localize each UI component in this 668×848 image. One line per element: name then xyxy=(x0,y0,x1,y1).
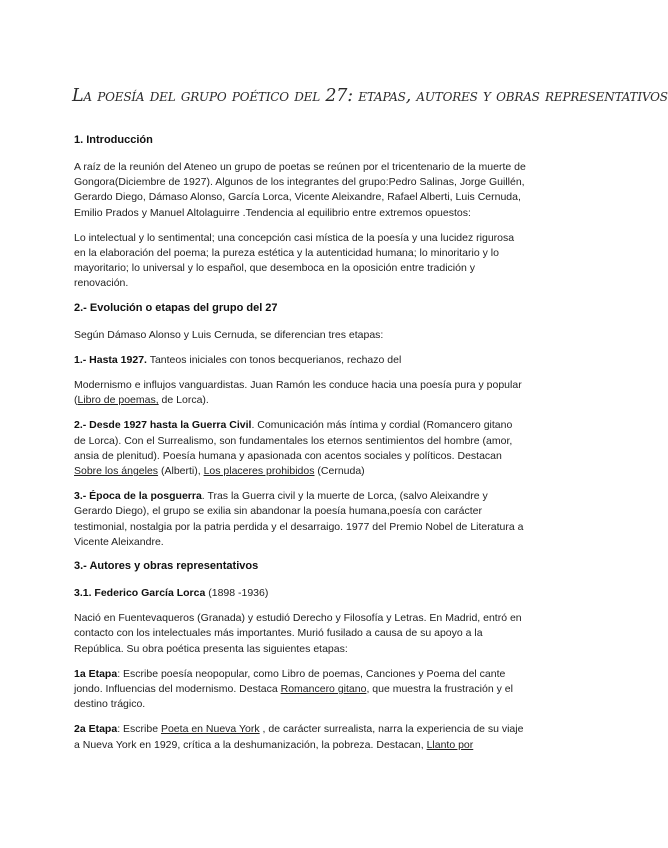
etapa-1-work: Libro de poemas, xyxy=(77,394,159,407)
etapa-2-paragraph xyxy=(74,418,526,479)
lorca-etapa-2-work: Poeta en Nueva York xyxy=(160,723,260,736)
etapa-1-continuation xyxy=(74,378,526,408)
lorca-etapa-2-work-2: Llanto por xyxy=(426,738,474,751)
etapa-3-text: . Tras la Guerra civil y la muerte de Lorca, (salvo Aleixandre y Gerardo Diego), el grupo se exilia sin abandonar la poesía humana,poesía con carácter testimonial, nostalgia por la patria perdida y el desarraigo. 1977 del Premio Nobel de Literatura a Vicente Aleixandre. xyxy=(74,490,524,548)
lorca-etapa-2 xyxy=(74,722,526,752)
etapa-3-paragraph xyxy=(74,489,526,550)
lorca-bio: Nació en Fuentevaqueros (Granada) y estudió Derecho y Filosofía y Letras. En Madrid, entró en contacto con los intelectuales más importantes. Murió fusilado a causa de su apoyo a la República. Su obra poética presenta las siguientes etapas: xyxy=(74,612,522,655)
etapa-2-end: (Cernuda) xyxy=(314,465,365,478)
etapa-1-line xyxy=(74,353,526,368)
etapa-1-cont-b: de Lorca). xyxy=(158,394,209,407)
lorca-etapa-1-text: : Escribe poesía neopopular, como Libro de poemas, Canciones y Poema del cante jondo. Influencias del modernismo. Destaca xyxy=(74,667,506,696)
etapa-3-label: 3.- Época de la posguerra xyxy=(74,490,202,503)
etapa-2-work-1: Sobre los ángeles xyxy=(74,465,159,478)
document-title: La poesía del grupo poético del 27: etapas, autores y obras representativos xyxy=(72,86,668,106)
lorca-etapa-1-end: , que muestra la frustración y el destino trágico. xyxy=(74,683,513,711)
etapa-1-cont-a: Modernismo e influjos vanguardistas. Juan Ramón les conduce hacia una poesía pura y popular ( xyxy=(74,379,522,407)
lorca-etapa-1-work: Romancero gitano xyxy=(280,683,367,696)
lorca-etapa-2-text: : Escribe xyxy=(117,723,161,736)
lorca-etapa-1-label: 1a Etapa xyxy=(74,667,118,680)
etapa-2-work-2: Los placeres prohibidos xyxy=(203,465,315,478)
intro-paragraph-2: Lo intelectual y lo sentimental; una concepción casi mística de la poesía y una lucidez rigurosa en la elaboración del poema; la pureza estética y la autenticidad humana; lo minoritario y lo mayoritario; lo universal y lo español, que desemboca en la oposición entre tradición y renovación. xyxy=(74,231,515,290)
section-heading-etapas: 2.- Evolución o etapas del grupo del 27 xyxy=(74,301,278,314)
lorca-etapa-2-mid: , de carácter surrealista, narra la experiencia de su viaje a Nueva York en 1929, crítica a la deshumanización, la pobreza. Destacan, xyxy=(74,723,524,751)
etapa-2-label: 2.- Desde 1927 hasta la Guerra Civil xyxy=(74,419,252,432)
etapas-intro: Según Dámaso Alonso y Luis Cernuda, se diferencian tres etapas: xyxy=(74,328,384,341)
etapa-1-text: Tanteos iniciales con tonos becquerianos, rechazo del xyxy=(146,353,402,366)
etapa-2-text: . Comunicación más íntima y cordial (Romancero gitano de Lorca). Con el Surrealismo, son fundamentales los eternos sentimientos del hombre (amor, ansia de plenitud). Poesía humana y apasionada con acentos sociales y políticos. Destacan xyxy=(74,419,513,462)
lorca-subheading xyxy=(74,586,526,601)
etapa-1-label: 1.- Hasta 1927. xyxy=(74,353,147,366)
lorca-name: 3.1. Federico García Lorca xyxy=(74,587,206,600)
lorca-years: (1898 -1936) xyxy=(205,587,269,600)
lorca-etapa-1 xyxy=(74,667,526,713)
intro-paragraph-1: A raíz de la reunión del Ateneo un grupo de poetas se reúnen por el tricentenario de la muerte de Gongora(Diciembre de 1927). Algunos de los integrantes del grupo:Pedro Salinas, Jorge Guillén, Gerardo Diego, Dámaso Alonso, García Lorca, Vicente Aleixandre, Rafael Alberti, Luis Cernuda, Emilio Prados y Manuel Altolaguirre .Tendencia al equilibrio entre extremos opuestos: xyxy=(74,161,526,219)
section-heading-autores: 3.- Autores y obras representativos xyxy=(74,560,259,573)
lorca-etapa-2-label: 2a Etapa xyxy=(74,723,118,736)
section-heading-introduccion: 1. Introducción xyxy=(74,134,153,146)
etapa-2-mid: (Alberti), xyxy=(158,465,204,478)
